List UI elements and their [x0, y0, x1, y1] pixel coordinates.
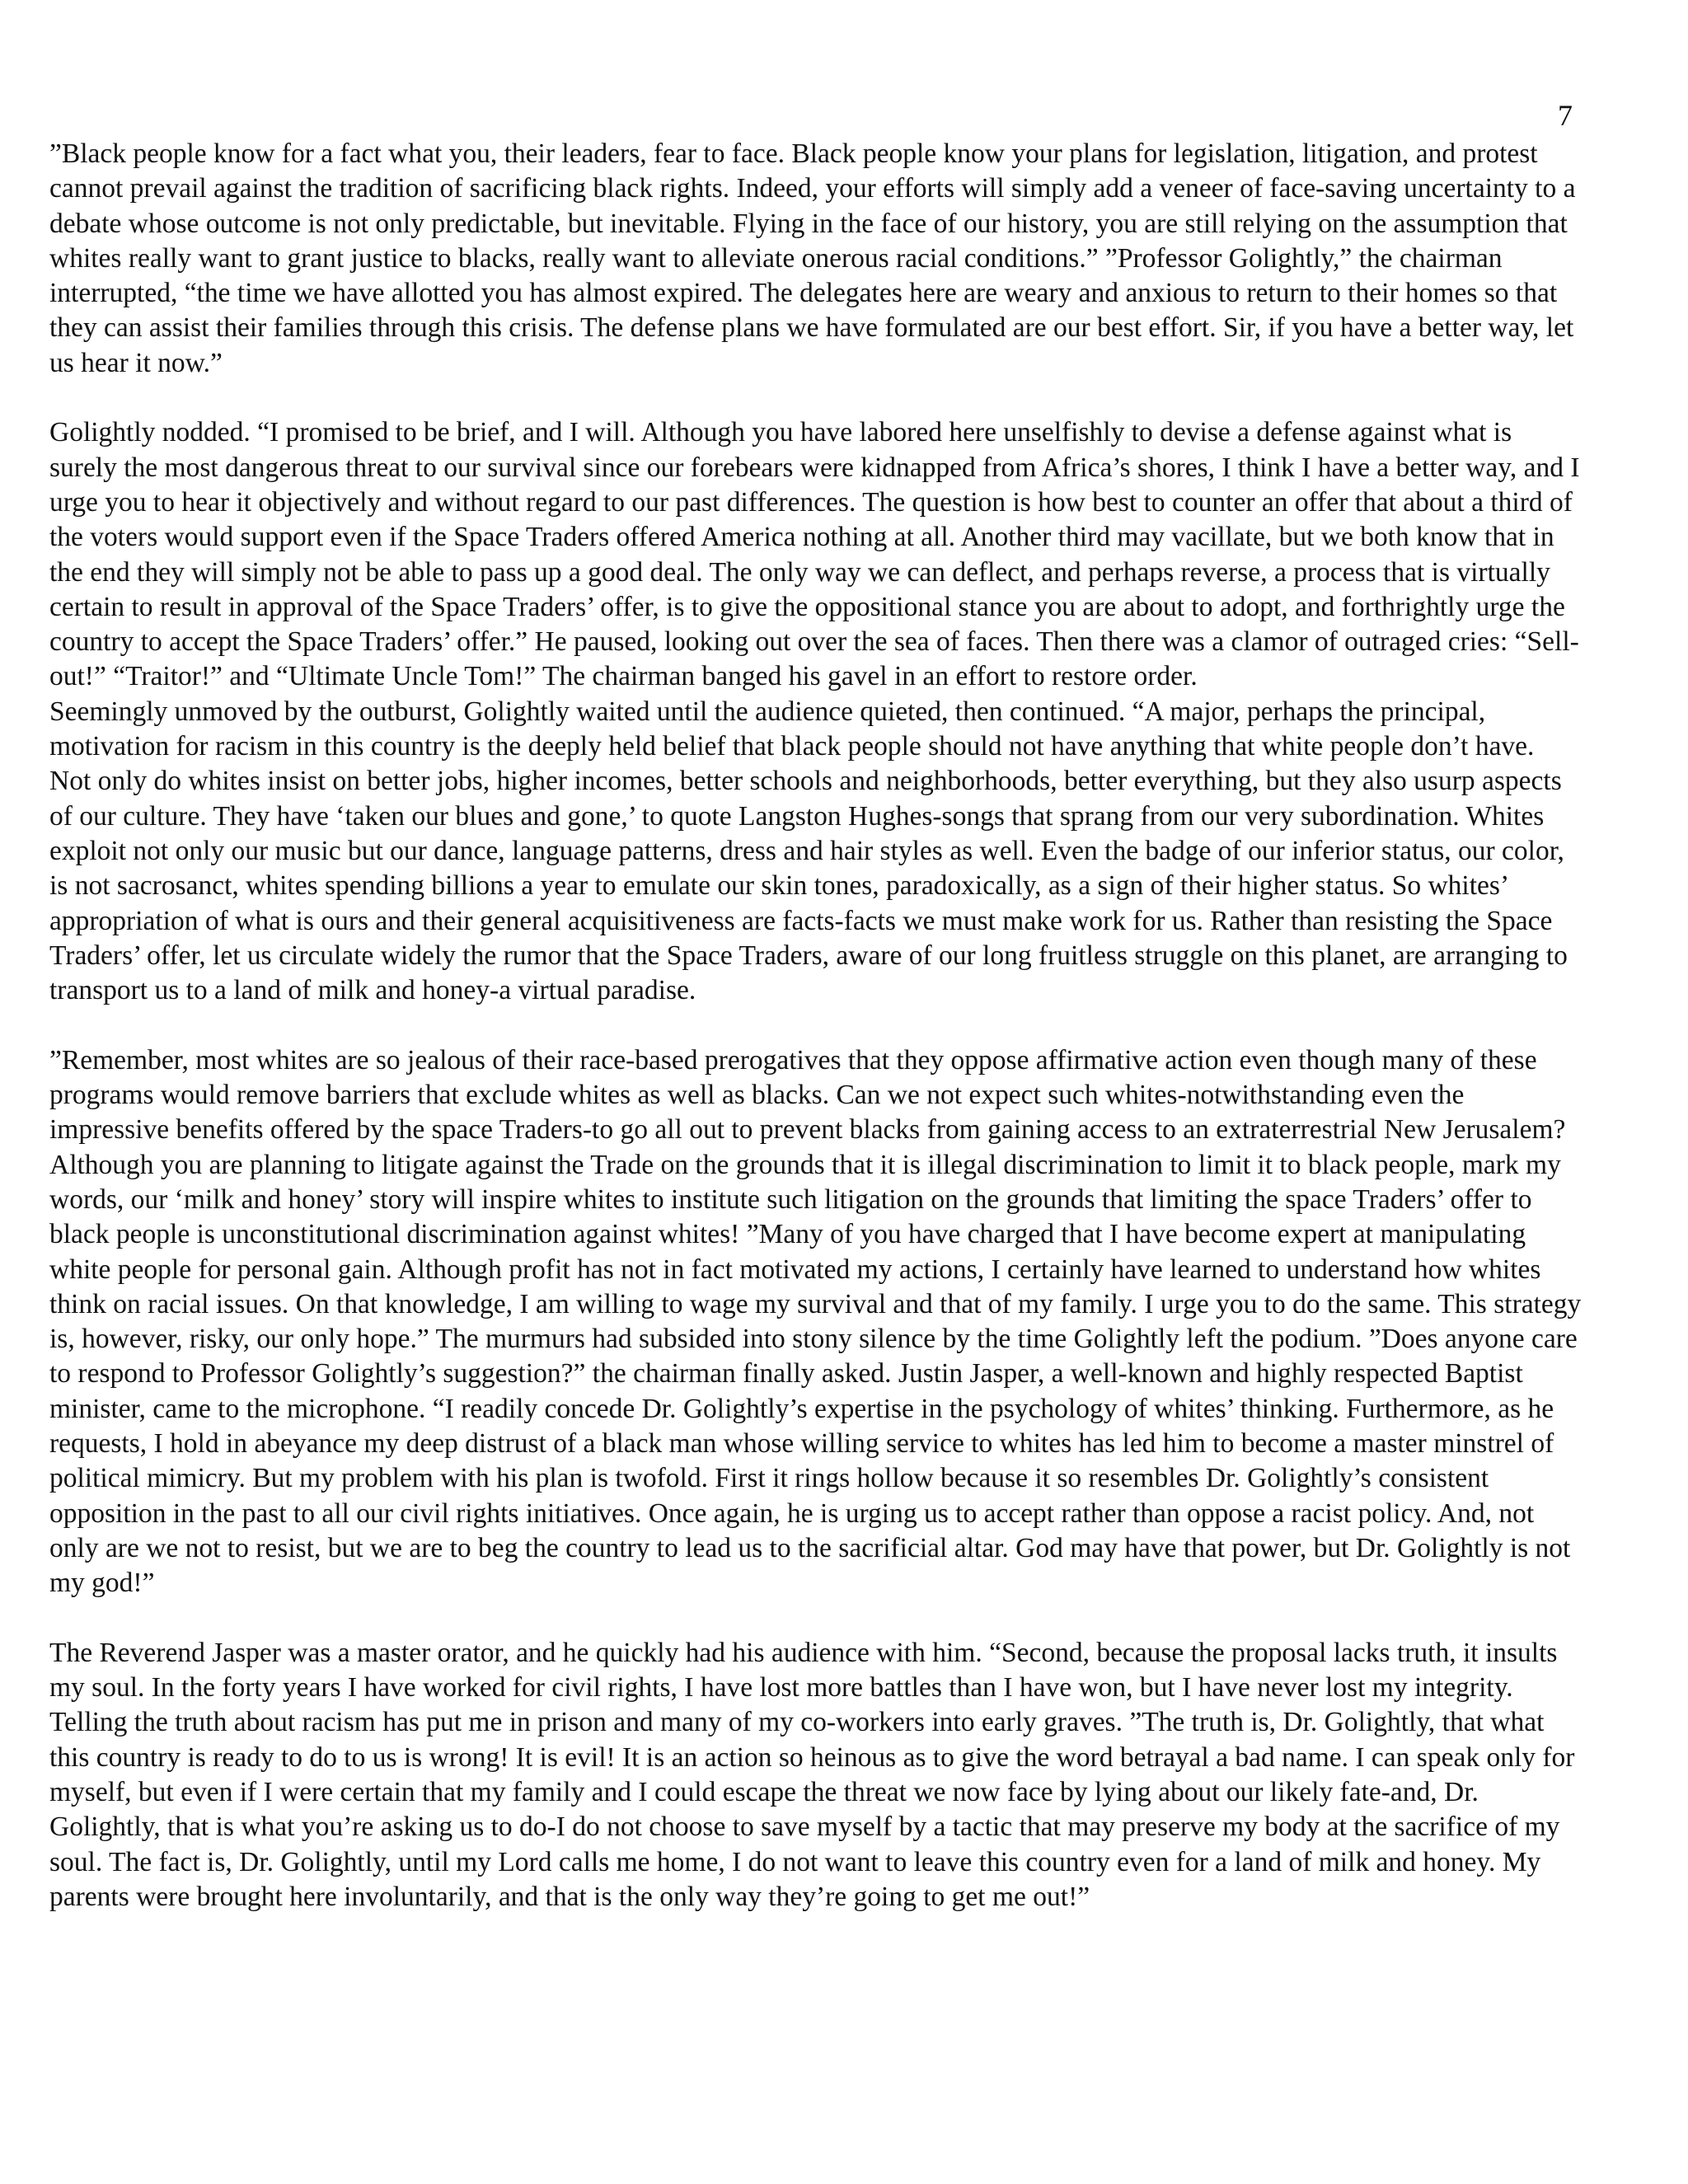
page-number: 7: [1558, 99, 1573, 132]
paragraph-2: Golightly nodded. “I promised to be brief, and I will. Although you have labored here unselfishly to devise a defense against what is surely the most dangerous threat to our survival since our forebears were kidnapped from Africa’s shores, I think I have a better way, and I urge you to hear it objectively and without regard to our past differences. The question is how best to counter an offer that about a third of the voters would support even if the Space Traders offered America nothing at all. Another third may vacillate, but we both know that in the end they will simply not be able to pass up a good deal. The only way we can deflect, and perhaps reverse, a process that is virtually certain to result in approval of the Space Traders’ offer, is to give the oppositional stance you are about to adopt, and forthrightly urge the country to accept the Space Traders’ offer.” He paused, looking out over the sea of faces. Then there was a clamor of outraged cries: “Sell-out!” “Traitor!” and “Ultimate Uncle Tom!” The chairman banged his gavel in an effort to restore order.: [49, 417, 1580, 692]
paragraph-3: Seemingly unmoved by the outburst, Golightly waited until the audience quieted, then continued. “A major, perhaps the principal, motivation for racism in this country is the deeply held belief that black people should not have anything that white people don’t have. Not only do whites insist on better jobs, higher incomes, better schools and neighborhoods, better everything, but they also usurp aspects of our culture. They have ‘taken our blues and gone,’ to quote Langston Hughes-songs that sprang from our very subordination. Whites exploit not only our music but our dance, language patterns, dress and hair styles as well. Even the badge of our inferior status, our color, is not sacrosanct, whites spending billions a year to emulate our skin tones, paradoxically, as a sign of their higher status. So whites’ appropriation of what is ours and their general acquisitiveness are facts-facts we must make work for us. Rather than resisting the Space Traders’ offer, let us circulate widely the rumor that the Space Traders, aware of our long fruitless struggle on this planet, are arranging to transport us to a land of milk and honey-a virtual paradise.: [49, 696, 1568, 1006]
paragraph-1: ”Black people know for a fact what you, their leaders, fear to face. Black people know your plans for legislation, litigation, and protest cannot prevail against the tradition of sacrificing black rights. Indeed, your efforts will simply add a veneer of face-saving uncertainty to a debate whose outcome is not only predictable, but inevitable. Flying in the face of our history, you are still relying on the assumption that whites really want to grant justice to blacks, really want to alleviate onerous racial conditions.” ”Professor Golightly,” the chairman interrupted, “the time we have allotted you has almost expired. The delegates here are weary and anxious to return to their homes so that they can assist their families through this crisis. The defense plans we have formulated are our best effort. Sir, if you have a better way, let us hear it now.”: [49, 138, 1576, 378]
paragraph-5: The Reverend Jasper was a master orator, and he quickly had his audience with him. “Second, because the proposal lacks truth, it insults my soul. In the forty years I have worked for civil rights, I have lost more battles than I have won, but I have never lost my integrity. Telling the truth about racism has put me in prison and many of my co-workers into early graves. ”The truth is, Dr. Golightly, that what this country is ready to do to us is wrong! It is evil! It is an action so heinous as to give the word betrayal a bad name. I can speak only for myself, but even if I were certain that my family and I could escape the threat we now face by lying about our likely fate-and, Dr. Golightly, that is what you’re asking us to do-I do not choose to save myself by a tactic that may preserve my body at the sacrifice of my soul. The fact is, Dr. Golightly, until my Lord calls me home, I do not want to leave this country even for a land of milk and honey. My parents were brought here involuntarily, and that is the only way they’re going to get me out!”: [49, 1637, 1575, 1912]
document-body: [49, 137, 1582, 1915]
paragraph-4: ”Remember, most whites are so jealous of their race-based prerogatives that they oppose affirmative action even though many of these programs would remove barriers that exclude whites as well as blacks. Can we not expect such whites-notwithstanding even the impressive benefits offered by the space Traders-to go all out to prevent blacks from gaining access to an extraterrestrial New Jerusalem? Although you are planning to litigate against the Trade on the grounds that it is illegal discrimination to limit it to black people, mark my words, our ‘milk and honey’ story will inspire whites to institute such litigation on the grounds that limiting the space Traders’ offer to black people is unconstitutional discrimination against whites! ”Many of you have charged that I have become expert at manipulating white people for personal gain. Although profit has not in fact motivated my actions, I certainly have learned to understand how whites think on racial issues. On that knowledge, I am willing to wage my survival and that of my family. I urge you to do the same. This strategy is, however, risky, our only hope.” The murmurs had subsided into stony silence by the time Golightly left the podium. ”Does anyone care to respond to Professor Golightly’s suggestion?” the chairman finally asked. Justin Jasper, a well-known and highly respected Baptist minister, came to the microphone. “I readily concede Dr. Golightly’s expertise in the psychology of whites’ thinking. Furthermore, as he requests, I hold in abeyance my deep distrust of a black man whose willing service to whites has led him to become a master minstrel of political mimicry. But my problem with his plan is twofold. First it rings hollow because it so resembles Dr. Golightly’s consistent opposition in the past to all our civil rights initiatives. Once again, he is urging us to accept rather than oppose a racist policy. And, not only are we not to resist, but we are to beg the country to lead us to the sacrificial altar. God may have that power, but Dr. Golightly is not my god!”: [49, 1044, 1582, 1599]
